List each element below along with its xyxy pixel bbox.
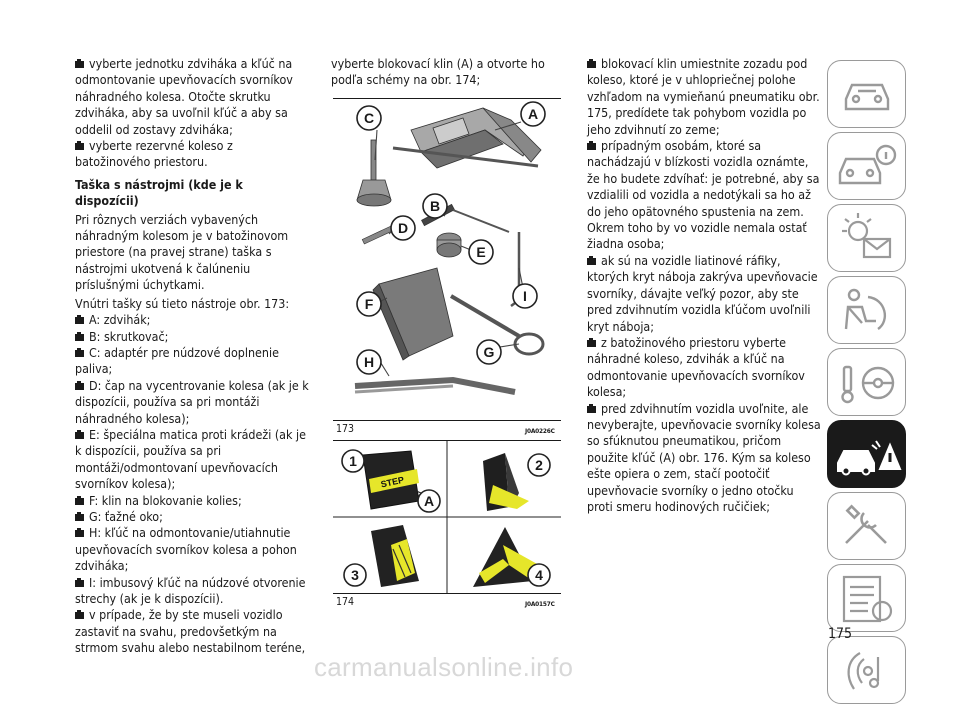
- fig173-label-c: C: [363, 110, 375, 126]
- safety-belt-airbag-icon: [828, 277, 907, 345]
- tab-maintenance[interactable]: [827, 492, 906, 560]
- tab-multimedia[interactable]: [827, 636, 906, 704]
- tab-car-dashboard[interactable]: [827, 60, 906, 128]
- column-1: [75, 56, 310, 657]
- fig173-label-a: A: [527, 106, 539, 122]
- car-info-icon: [828, 133, 907, 201]
- jack-illustration: [393, 108, 541, 168]
- bullet-icon: [75, 530, 84, 537]
- fig173-label-f: F: [364, 296, 374, 312]
- bullet-icon: [75, 317, 84, 324]
- bullet-item: z batožinového priestoru vyberte náhradné koleso, zdvihák a kľúč na odmontovanie upevňovacích svorníkov kolesa;: [587, 334, 805, 400]
- antitheft-nut-illustration: [437, 233, 461, 257]
- figure-174-wedge-illustration: [333, 441, 561, 593]
- technical-data-icon: [828, 565, 907, 633]
- tab-safety[interactable]: [827, 276, 906, 344]
- paragraph: vyberte blokovací klin (A) a otvorte ho podľa schémy na obr. 174;: [331, 56, 545, 88]
- tab-technical-data[interactable]: [827, 564, 906, 632]
- bullet-item: prípadným osobám, ktoré sa nachádzajú v blízkosti vozidla oznámte, že ho budete zdvíhať: je potrebné, aby sa vzdialili od vozidla a nedotýkali sa ho až do jeho opätovného spustenia na zem. Okrem toho by vo vozidle nemala ostať žiadna osoba;: [587, 138, 820, 252]
- tool-item: I: imbusový kľúč na núdzové otvorenie strechy (ak je k dispozícii).: [75, 574, 306, 606]
- tool-item: F: klin na blokovanie kolies;: [75, 493, 310, 509]
- bullet-icon: [75, 432, 84, 439]
- bullet-icon: [75, 514, 84, 521]
- figure-173-tools-illustration: [333, 100, 561, 418]
- figure-173-caption: 173: [336, 423, 355, 435]
- column-3: [587, 56, 822, 515]
- figure-174-bottom-rule: [333, 593, 561, 595]
- tab-lights-messages[interactable]: [827, 204, 906, 272]
- bullet-icon: [587, 258, 596, 265]
- wedge-step-3: [371, 525, 419, 587]
- fig173-label-i: I: [523, 288, 527, 304]
- tab-emergency[interactable]: [827, 420, 906, 488]
- fig174-label-3: 3: [351, 567, 359, 583]
- page-number: 175: [828, 626, 853, 642]
- bullet-icon: [75, 350, 84, 357]
- bullet-icon: [75, 612, 84, 619]
- fig174-label-a: A: [423, 493, 435, 509]
- bullet-icon: [75, 498, 84, 505]
- fig173-label-d: D: [397, 220, 409, 236]
- bullet-icon: [587, 406, 596, 413]
- bullet-item: v prípade, že by ste museli vozidlo zastaviť na svahu, predovšetkým na strmom svahu alebo nestabilnom teréne,: [75, 607, 306, 656]
- bullet-item: vyberte jednotku zdviháka a kľúč na odmontovanie upevňovacích svorníkov náhradného kolesa. Otočte skrutku zdviháka, aby sa uvoľnil kľúč a aby sa oddelil od zostavy zdviháka;: [75, 56, 293, 137]
- tool-item: D: čap na vycentrovanie kolesa (ak je k dispozícii, používa sa pri montáži náhradného kolesa);: [75, 377, 309, 426]
- multimedia-icon: [828, 637, 907, 705]
- column-2: [331, 56, 563, 89]
- adapter-illustration: [357, 140, 391, 206]
- bullet-icon: [587, 61, 596, 68]
- tool-item: C: adaptér pre núdzové doplnenie paliva;: [75, 344, 279, 377]
- wedge-step-2: [483, 453, 529, 511]
- fig173-label-b: B: [429, 198, 441, 214]
- tool-item: B: skrutkovač;: [75, 329, 310, 345]
- maintenance-icon: [828, 493, 907, 561]
- tool-item: A: zdvihák;: [75, 312, 310, 328]
- wheel-chock-illustration: [373, 268, 453, 360]
- fig173-label-h: H: [363, 354, 375, 370]
- bullet-icon: [587, 340, 596, 347]
- tool-item: G: ťažné oko;: [75, 509, 310, 525]
- figure-173-code: J0A0226C: [525, 427, 555, 435]
- figure-173-bottom-rule: [333, 420, 561, 422]
- bullet-icon: [75, 61, 84, 68]
- fig174-label-2: 2: [535, 457, 543, 473]
- bullet-icon: [75, 143, 84, 150]
- figure-174-caption: 174: [336, 596, 355, 608]
- figure-174-code: J0A0157C: [525, 600, 555, 608]
- fig173-label-g: G: [483, 344, 495, 360]
- tool-item: E: špeciálna matica proti krádeži (ak je k dispozícii, používa sa pri montáži/odmontovaní upevňovacích svorníkov kolesa);: [75, 426, 306, 492]
- lights-message-icon: [828, 205, 907, 273]
- svg-text:STEP: STEP: [379, 474, 405, 490]
- paragraph: Pri rôznych verziách vybavených náhradným kolesom je v batožinovom priestore (na pravej strane) taška s nástrojmi ukotvená k čalúneniu príslušnými úchytkami.: [75, 211, 289, 293]
- bullet-item: blokovací klin umiestnite zozadu pod koleso, ktoré je v uhlopriečnej polohe vzhľadom na vymieňanú pneumatiku obr. 175, predídete tak pohybom vozidla po jeho zdvihnutí zo zeme;: [587, 56, 820, 137]
- car-dashboard-icon: [828, 61, 907, 129]
- emergency-icon: [828, 421, 907, 489]
- fig174-label-1: 1: [349, 453, 357, 469]
- bullet-icon: [75, 334, 84, 341]
- bullet-icon: [587, 143, 596, 150]
- bullet-item: ak sú na vozidle liatinové ráfiky, ktorých kryt nábojа zakrýva upevňovacie svorníky, dávajte veľký pozor, aby ste pred zdvihnutím vozidla kľúčom uvoľnili kryt náboja;: [587, 252, 818, 334]
- wedge-step-1: [363, 451, 419, 509]
- tool-item: H: kľúč na odmontovanie/utiahnutie upevňovacích svorníkov kolesa a pohon zdviháka;: [75, 525, 297, 574]
- bullet-icon: [75, 383, 84, 390]
- tab-car-info[interactable]: [827, 132, 906, 200]
- paragraph: Vnútri tašky sú tieto nástroje obr. 173:: [75, 295, 290, 311]
- section-heading: Taška s nástrojmi (kde je k dispozícii): [75, 176, 243, 209]
- fig174-label-4: 4: [535, 567, 543, 583]
- watermark: carmanualsonline.info: [314, 652, 574, 682]
- fig173-label-e: E: [476, 244, 486, 260]
- bullet-item: pred zdvihnutím vozidla uvoľnite, ale nevyberajte, upevňovacie svorníky kolesa so sfúknutou pneumatikou, pričom použite kľúč (A) obr. 176. Kým sa koleso ešte opiera o zem, stačí pootočiť upevňovacie svorníky o jedno otočku proti smeru hodinových ručičiek;: [587, 400, 821, 514]
- starting-driving-icon: [828, 349, 907, 417]
- bullet-icon: [75, 580, 84, 587]
- tab-starting-driving[interactable]: [827, 348, 906, 416]
- wheel-wrench-illustration: [355, 380, 515, 392]
- bullet-item: vyberte rezervné koleso z batožinového priestoru.: [75, 138, 233, 170]
